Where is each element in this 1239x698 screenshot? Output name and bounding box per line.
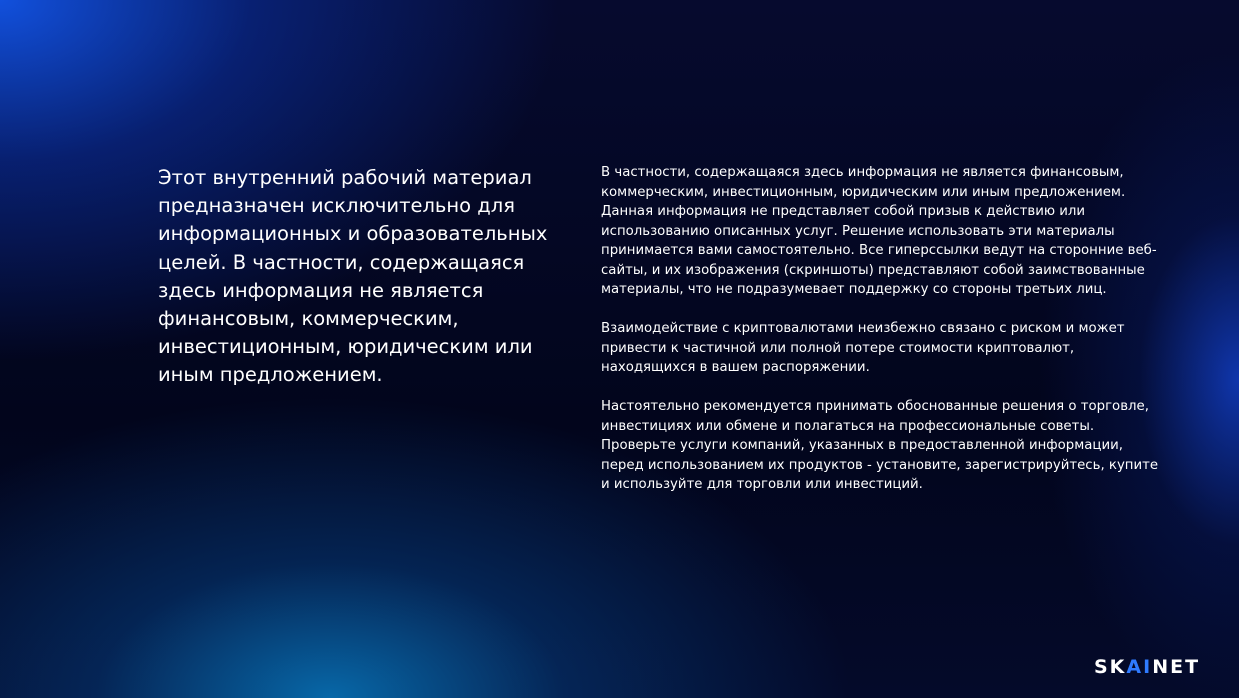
- logo-text-sk: SK: [1094, 656, 1127, 678]
- disclaimer-details: [601, 163, 1161, 514]
- disclaimer-paragraph-3: Настоятельно рекомендуется принимать обоснованные решения о торговле, инвестициях или обмене и полагаться на профессиональные советы. Проверьте услуги компаний, указанных в предоставленной информации, перед использованием их продуктов - установите, зарегистрируйтесь, купите и используйте для торговли или инвестиций.: [601, 399, 1159, 492]
- skainet-logo: [1094, 656, 1228, 678]
- logo-text-net: NET: [1152, 656, 1201, 678]
- disclaimer-paragraph-1: В частности, содержащаяся здесь информация не является финансовым, коммерческим, инвестиционным, юридическим или иным предложением. Данная информация не представляет собой призыв к действию или использованию описанных услуг. Решение использовать эти материалы принимается вами самостоятельно. Все гиперссылки ведут на сторонние веб-сайты, и их изображения (скриншоты) представляют собой заимствованные материалы, что не подразумевает поддержку со стороны третьих лиц.: [601, 165, 1157, 297]
- disclaimer-paragraph-2: Взаимодействие с криптовалютами неизбежно связано с риском и может привести к частичной или полной потере стоимости криптовалют, находящихся в вашем распоряжении.: [601, 321, 1125, 375]
- logo-text-ai: AI: [1126, 656, 1153, 678]
- intro-statement: Этот внутренний рабочий материал предназначен исключительно для информационных и образовательных целей. В частности, содержащаяся здесь информация не является финансовым, коммерческим, инвестиционным, юридическим или иным предложением.: [158, 166, 548, 387]
